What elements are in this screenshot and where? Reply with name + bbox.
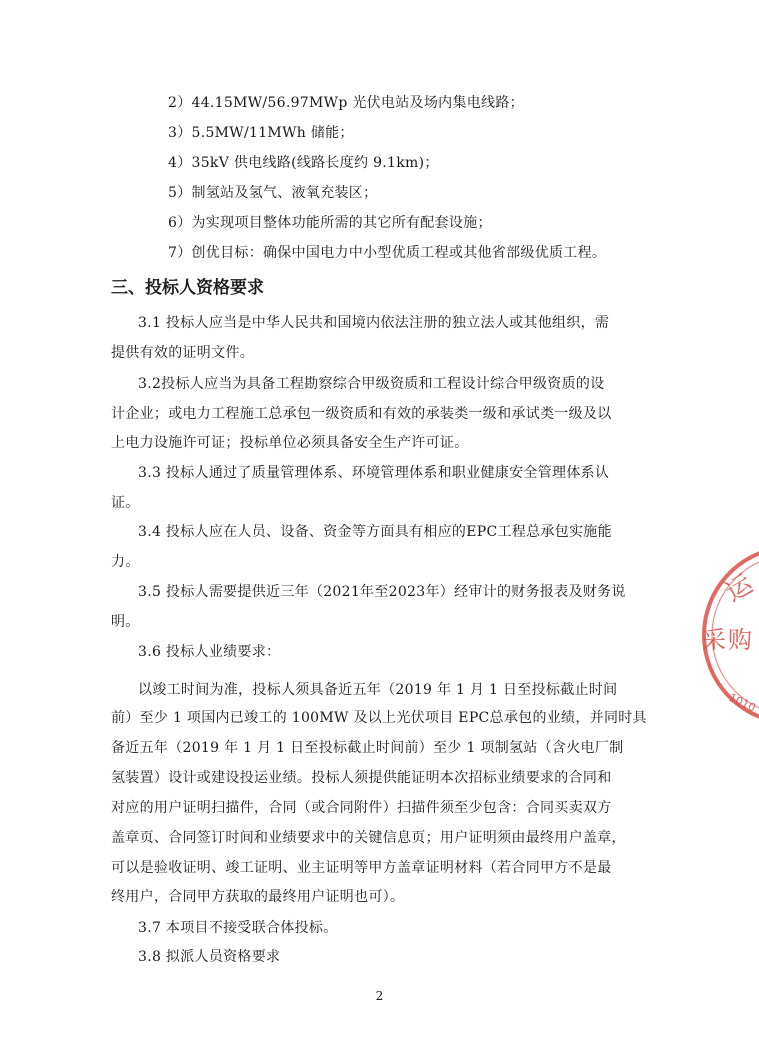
req-3-4-line-2: 力。 xyxy=(111,554,140,570)
req-3-4-line-1: 3.4 投标人应在人员、设备、资金等方面具有相应的EPC工程总承包实施能 xyxy=(138,524,612,540)
req-3-1-line-1: 3.1 投标人应当是中华人民共和国境内依法注册的独立法人或其他组织，需 xyxy=(138,315,610,331)
performance-line-5: 对应的用户证明扫描件，合同（或合同附件）扫描件须至少包含：合同买卖双方 xyxy=(111,800,612,816)
req-3-2-line-1: 3.2投标人应当为具备工程勘察综合甲级资质和工程设计综合甲级资质的设 xyxy=(138,376,605,392)
performance-line-4: 氢装置）设计或建设投运业绩。投标人须提供能证明本次招标业绩要求的合同和 xyxy=(111,770,612,786)
performance-line-2: 前）至少 1 项国内已竣工的 100MW 及以上光伏项目 EPC总承包的业绩，并同时具 xyxy=(111,710,647,726)
performance-line-6: 盖章页、合同签订时间和业绩要求中的关键信息页；用户证明须由最终用户盖章， xyxy=(111,830,626,846)
performance-line-8: 终用户，合同甲方获取的最终用户证明也可）。 xyxy=(111,889,405,905)
svg-text:采: 采 xyxy=(702,626,726,654)
req-3-5-line-2: 明。 xyxy=(111,614,140,630)
section-heading: 三、投标人资格要求 xyxy=(111,278,264,298)
svg-text:1010: 1010 xyxy=(726,690,758,715)
scope-item-6: 6）为实现项目整体功能所需的其它所有配套设施； xyxy=(168,215,492,231)
req-3-2-line-2: 计企业；或电力工程施工总承包一级资质和有效的承装类一级和承试类一级及以 xyxy=(111,406,612,422)
company-seal-stamp xyxy=(700,540,759,730)
req-3-8-line: 3.8 拟派人员资格要求 xyxy=(138,949,281,965)
req-3-6-line: 3.6 投标人业绩要求： xyxy=(138,644,281,660)
performance-line-1: 以竣工时间为准，投标人须具备近五年（2019 年 1 月 1 日至投标截止时间 xyxy=(138,682,618,698)
page-number: 2 xyxy=(375,989,384,1003)
req-3-2-line-3: 上电力设施许可证；投标单位必须具备安全生产许可证。 xyxy=(111,435,469,451)
scope-item-2: 2）44.15MW/56.97MWp 光伏电站及场内集电线路； xyxy=(168,95,524,111)
performance-line-7: 可以是验收证明、竣工证明、业主证明等甲方盖章证明材料（若合同甲方不是最 xyxy=(111,860,612,876)
scope-item-5: 5）制氢站及氢气、液氧充装区； xyxy=(168,185,378,201)
req-3-1-line-2: 提供有效的证明文件。 xyxy=(111,345,254,361)
req-3-3-line-2: 证。 xyxy=(111,495,140,511)
scope-item-3: 3）5.5MW/11MWh 储能； xyxy=(168,125,354,141)
performance-line-3: 备近五年（2019 年 1 月 1 日至投标截止时间前）至少 1 项制氢站（含火电厂制 xyxy=(111,740,624,756)
scope-item-4: 4）35kV 供电线路(线路长度约 9.1km)； xyxy=(168,155,439,171)
scope-item-7: 7）创优目标：确保中国电力中小型优质工程或其他省部级优质工程。 xyxy=(168,245,607,261)
req-3-3-line-1: 3.3 投标人通过了质量管理体系、环境管理体系和职业健康安全管理体系认 xyxy=(138,465,610,481)
req-3-5-line-1: 3.5 投标人需要提供近三年（2021年至2023年）经审计的财务报表及财务说 xyxy=(138,584,626,600)
req-3-7-line: 3.7 本项目不接受联合体投标。 xyxy=(138,920,338,936)
svg-text:购: 购 xyxy=(728,626,752,654)
svg-text:运: 运 xyxy=(720,569,759,609)
